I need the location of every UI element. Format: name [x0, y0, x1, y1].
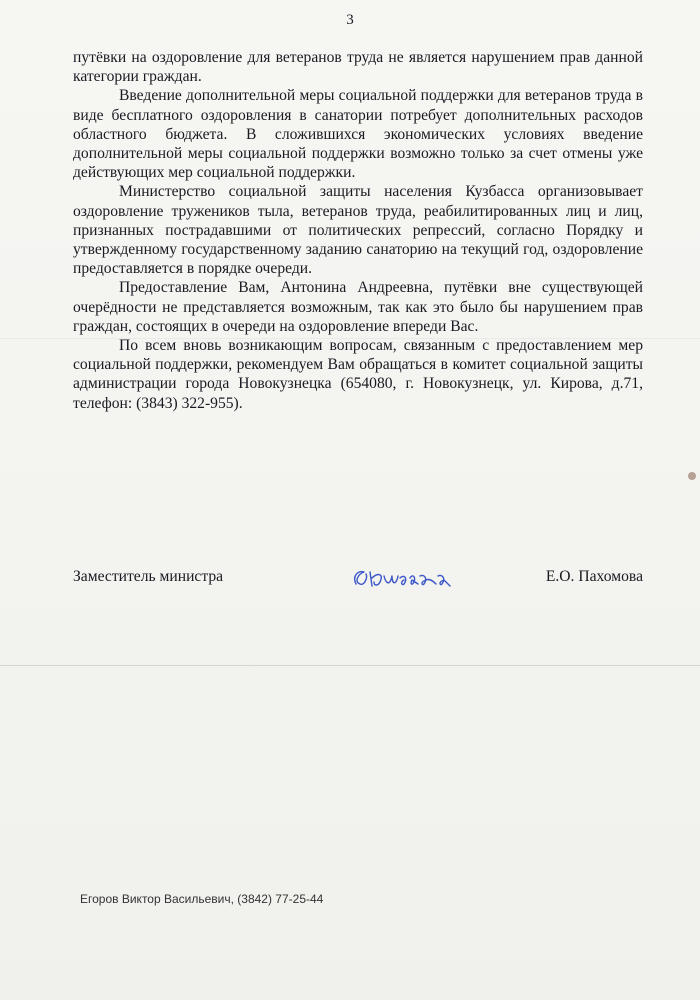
paragraph: Предоставление Вам, Антонина Андреевна, путёвки вне существующей очерёдности не представляется возможным, так как это было бы нарушением прав граждан, состоящих в очереди на оздоровление впереди Вас.	[73, 279, 643, 335]
signer-position: Заместитель министра	[73, 568, 224, 585]
page-number: 3	[346, 12, 354, 28]
paragraph: Введение дополнительной меры социальной поддержки для ветеранов труда в виде бесплатного оздоровления в санатории потребует дополнительных расходов областного бюджета. В сложившихся экономических условиях введение дополнительной меры социальной поддержки возможно только за счет отмены уже действующих мер социальной поддержки.	[73, 87, 643, 182]
letter-body	[73, 48, 643, 413]
handwritten-signature	[348, 562, 458, 596]
paragraph: путёвки на оздоровление для ветеранов труда не является нарушением прав данной категории граждан.	[73, 49, 643, 86]
paper-fold-line	[0, 665, 700, 666]
signer-name: Е.О. Пахомова	[545, 568, 643, 585]
paragraph: По всем вновь возникающим вопросам, связанным с предоставлением мер социальной поддержки, рекомендуем Вам обращаться в комитет социальной защиты администрации города Новокузнецка (654080, г. Новокузнецк, ул. Кирова, д.71, телефон: (3843) 322-955).	[73, 337, 643, 412]
ink-smudge	[688, 472, 696, 480]
signature-block	[73, 568, 643, 592]
executor-contact: Егоров Виктор Васильевич, (3842) 77-25-44	[80, 892, 324, 906]
paragraph: Министерство социальной защиты населения Кузбасса организовывает оздоровление тружеников тыла, ветеранов труда, реабилитированных лиц и лиц, признанных пострадавшими от политических репрессий, согласно Порядку и утвержденному государственному заданию санаторию на текущий год, оздоровление предоставляется в порядке очереди.	[73, 183, 643, 278]
